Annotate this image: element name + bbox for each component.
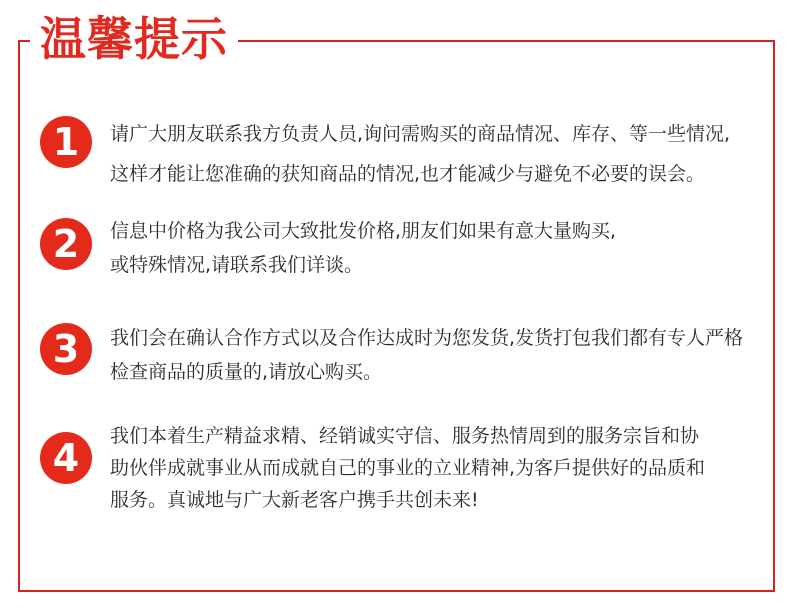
notice-item-3 xyxy=(40,321,780,391)
notice-line: 这样才能让您准确的获知商品的情况,也才能减少与避免不必要的误会。 xyxy=(110,163,706,185)
notice-line: 助伙伴成就事业从而成就自己的事业的立业精神,为客戶提供好的品质和 xyxy=(110,457,706,479)
notice-item-4 xyxy=(40,420,780,520)
notice-text-3 xyxy=(110,321,780,389)
number-badge-3: 3 xyxy=(40,323,92,375)
notice-text-1 xyxy=(110,114,780,194)
notice-text-2 xyxy=(110,214,780,282)
notice-text-4 xyxy=(110,420,780,516)
number-badge-4: 4 xyxy=(40,432,92,484)
page-title: 温馨提示 xyxy=(30,8,238,70)
notice-line: 或特殊情况,请联系我们详谈。 xyxy=(110,254,364,276)
notice-line: 我们会在确认合作方式以及合作达成时为您发货,发货打包我们都有专人严格 xyxy=(110,327,744,349)
number-badge-1: 1 xyxy=(40,116,92,168)
notice-item-1 xyxy=(40,110,780,190)
notice-line: 我们本着生产精益求精、经销诚实守信、服务热情周到的服务宗旨和协 xyxy=(110,425,700,447)
notice-item-2 xyxy=(40,212,780,282)
number-badge-2: 2 xyxy=(40,218,92,270)
notice-line: 请广大朋友联系我方负责人员,询问需购买的商品情况、库存、等一些情况, xyxy=(110,123,731,145)
notice-line: 检查商品的质量的,请放心购买。 xyxy=(110,361,383,383)
notice-line: 信息中价格为我公司大致批发价格,朋友们如果有意大量购买, xyxy=(110,220,617,242)
notice-line: 服务。真诚地与广大新老客户携手共创未来! xyxy=(110,489,479,511)
